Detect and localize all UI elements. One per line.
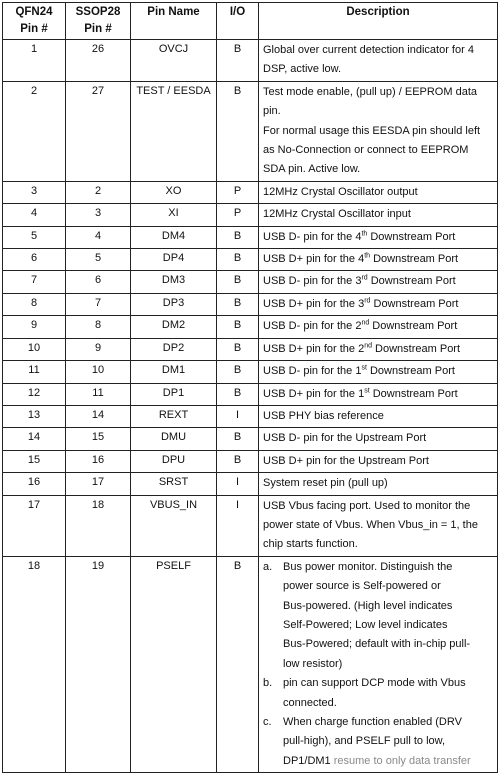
cell-pin-name: OVCJ: [131, 40, 217, 82]
cell-description: [259, 204, 498, 226]
ordinal-suffix: th: [361, 230, 368, 237]
description-line: For normal usage this EESDA pin should left: [263, 124, 481, 137]
description-line: 12MHz Crystal Oscillator input: [263, 208, 411, 221]
table-row: [3, 316, 498, 338]
pin-description-table-frame: [2, 2, 497, 767]
cell-qfn-pin: 2: [3, 81, 66, 181]
list-marker: a.: [263, 560, 273, 573]
cell-pin-name: PSELF: [131, 556, 217, 772]
cell-io: B: [217, 81, 259, 181]
cell-io: B: [217, 293, 259, 315]
table-row: [3, 428, 498, 450]
cell-pin-name: DM2: [131, 316, 217, 338]
cell-io: B: [217, 428, 259, 450]
description-line: Global over current detection indicator for 4: [263, 44, 474, 56]
cell-io: B: [217, 316, 259, 338]
cell-io: B: [217, 450, 259, 472]
header-description: Description: [259, 3, 498, 40]
cell-qfn-pin: 6: [3, 249, 66, 271]
cell-qfn-pin: 13: [3, 405, 66, 427]
table-row: [3, 556, 498, 772]
cell-pin-name: VBUS_IN: [131, 495, 217, 556]
description-line: DP1/DM1 resume to only data transfer: [283, 754, 471, 767]
table-row: [3, 361, 498, 383]
description-line: power state of Vbus. When Vbus_in = 1, the: [263, 518, 478, 531]
description-line: Bus-Powered; default with in-chip pull-: [283, 638, 471, 651]
cell-description: [259, 249, 498, 271]
cell-ssop-pin: 10: [66, 361, 131, 383]
description-line: USB D- pin for the 4th Downstream Port: [263, 230, 456, 243]
description-line: USB Vbus facing port. Used to monitor the: [263, 499, 471, 512]
cell-ssop-pin: 27: [66, 81, 131, 181]
description-line: pin can support DCP mode with Vbus: [283, 677, 466, 690]
description-list-item: [263, 674, 493, 713]
cell-description: [259, 316, 498, 338]
cell-description: [259, 338, 498, 360]
description-line: USB D- pin for the 3rd Downstream Port: [263, 274, 456, 288]
cell-qfn-pin: 7: [3, 271, 66, 293]
cell-pin-name: SRST: [131, 473, 217, 495]
ordinal-suffix: st: [364, 386, 370, 394]
description-line: pin.: [263, 105, 281, 118]
cell-description: [259, 81, 498, 181]
cell-pin-name: TEST / EESDA: [131, 81, 217, 181]
description-line: USB D- pin for the Upstream Port: [263, 432, 427, 445]
cell-ssop-pin: 15: [66, 428, 131, 450]
cell-ssop-pin: 4: [66, 226, 131, 248]
cell-ssop-pin: 14: [66, 405, 131, 427]
cell-qfn-pin: 11: [3, 361, 66, 383]
cell-io: I: [217, 473, 259, 495]
cell-pin-name: DP1: [131, 383, 217, 405]
description-line: Test mode enable, (pull up) / EEPROM data: [263, 85, 477, 98]
cell-qfn-pin: 12: [3, 383, 66, 405]
cell-io: B: [217, 338, 259, 360]
cell-qfn-pin: 8: [3, 293, 66, 315]
ordinal-suffix: th: [364, 252, 371, 260]
cell-pin-name: DPU: [131, 450, 217, 472]
description-line: low resistor): [283, 657, 343, 670]
cell-pin-name: XO: [131, 181, 217, 203]
description-line: Self-Powered; Low level indicates: [283, 618, 448, 631]
table-row: [3, 40, 498, 82]
cell-qfn-pin: 15: [3, 450, 66, 472]
table-row: [3, 293, 498, 315]
ordinal-suffix: rd: [361, 274, 368, 282]
cell-description: [259, 181, 498, 203]
cell-qfn-pin: 16: [3, 473, 66, 495]
description-line: USB D- pin for the 2nd Downstream Port: [263, 319, 458, 333]
cell-io: B: [217, 249, 259, 271]
description-line: USB D+ pin for the Upstream Port: [263, 454, 429, 467]
cell-description: [259, 495, 498, 556]
cell-ssop-pin: 7: [66, 293, 131, 315]
cell-description: [259, 556, 498, 772]
cell-description: [259, 450, 498, 472]
table-row: [3, 181, 498, 203]
table-row: [3, 450, 498, 472]
cell-pin-name: REXT: [131, 405, 217, 427]
cell-ssop-pin: 6: [66, 271, 131, 293]
table-row: [3, 81, 498, 181]
cell-qfn-pin: 17: [3, 495, 66, 556]
header-qfn24: QFN24 Pin #: [3, 3, 66, 40]
description-line: When charge function enabled (DRV: [283, 716, 462, 728]
description-line: connected.: [283, 696, 337, 709]
ordinal-suffix: nd: [361, 319, 370, 327]
table-row: [3, 249, 498, 271]
description-line: SDA pin. Active low.: [263, 163, 361, 176]
cell-pin-name: DP4: [131, 249, 217, 271]
description-line: System reset pin (pull up): [263, 477, 388, 490]
description-line: DSP, active low.: [263, 63, 342, 76]
cell-description: [259, 383, 498, 405]
cell-ssop-pin: 3: [66, 204, 131, 226]
description-line: power source is Self-powered or: [283, 580, 441, 593]
table-body: [3, 40, 498, 773]
ordinal-suffix: st: [361, 364, 367, 372]
table-header-row: [3, 3, 498, 40]
cell-ssop-pin: 16: [66, 450, 131, 472]
cell-io: B: [217, 226, 259, 248]
cell-pin-name: XI: [131, 204, 217, 226]
cell-description: [259, 226, 498, 248]
description-line: Bus power monitor. Distinguish the: [283, 560, 453, 573]
description-line: 12MHz Crystal Oscillator output: [263, 185, 418, 198]
description-list: [263, 558, 493, 771]
description-line: USB D+ pin for the 4th Downstream Port: [263, 252, 459, 266]
table-row: [3, 338, 498, 360]
cell-ssop-pin: 17: [66, 473, 131, 495]
ordinal-suffix: nd: [364, 342, 372, 350]
cell-io: I: [217, 495, 259, 556]
cell-pin-name: DM1: [131, 361, 217, 383]
cell-ssop-pin: 2: [66, 181, 131, 203]
cell-ssop-pin: 11: [66, 383, 131, 405]
cell-ssop-pin: 5: [66, 249, 131, 271]
list-marker: c.: [263, 716, 272, 728]
description-line: as No-Connection or connect to EEPROM: [263, 144, 469, 157]
table-row: [3, 383, 498, 405]
cell-ssop-pin: 26: [66, 40, 131, 82]
description-line: USB D+ pin for the 1st Downstream Port: [263, 386, 458, 400]
cell-io: B: [217, 271, 259, 293]
cell-description: [259, 271, 498, 293]
cell-qfn-pin: 14: [3, 428, 66, 450]
cell-qfn-pin: 5: [3, 226, 66, 248]
cell-pin-name: DP2: [131, 338, 217, 360]
table-row: [3, 226, 498, 248]
description-list-item: [263, 558, 493, 674]
cell-io: B: [217, 556, 259, 772]
header-io: I/O: [217, 3, 259, 40]
description-list-item: [263, 713, 493, 771]
cell-description: [259, 405, 498, 427]
cell-description: [259, 293, 498, 315]
description-line: Bus-powered. (High level indicates: [283, 599, 453, 612]
description-line: USB D- pin for the 1st Downstream Port: [263, 364, 455, 378]
header-pin-name: Pin Name: [131, 3, 217, 40]
cell-io: B: [217, 40, 259, 82]
header-ssop28: SSOP28 Pin #: [66, 3, 131, 40]
cell-pin-name: DP3: [131, 293, 217, 315]
description-line: USB PHY bias reference: [263, 409, 384, 422]
cell-description: [259, 361, 498, 383]
cell-qfn-pin: 3: [3, 181, 66, 203]
table-row: [3, 204, 498, 226]
cell-description: [259, 40, 498, 82]
cell-qfn-pin: 9: [3, 316, 66, 338]
cell-description: [259, 428, 498, 450]
description-line: pull-high), and PSELF pull to low,: [283, 735, 446, 748]
ordinal-suffix: rd: [364, 297, 371, 305]
table-row: [3, 495, 498, 556]
cell-pin-name: DM4: [131, 226, 217, 248]
cell-ssop-pin: 9: [66, 338, 131, 360]
cell-io: P: [217, 181, 259, 203]
cell-description: [259, 473, 498, 495]
cell-io: B: [217, 383, 259, 405]
faded-text: resume to only data transfer: [333, 754, 471, 767]
cell-io: B: [217, 361, 259, 383]
list-marker: b.: [263, 677, 273, 690]
cell-qfn-pin: 18: [3, 556, 66, 772]
cell-ssop-pin: 18: [66, 495, 131, 556]
cell-io: I: [217, 405, 259, 427]
cell-qfn-pin: 4: [3, 204, 66, 226]
cell-qfn-pin: 1: [3, 40, 66, 82]
cell-pin-name: DMU: [131, 428, 217, 450]
table-row: [3, 473, 498, 495]
pin-description-table: [2, 2, 498, 773]
cell-pin-name: DM3: [131, 271, 217, 293]
description-line: USB D+ pin for the 3rd Downstream Port: [263, 297, 459, 310]
table-row: [3, 405, 498, 427]
cell-ssop-pin: 8: [66, 316, 131, 338]
description-line: chip starts function.: [263, 538, 358, 551]
table-row: [3, 271, 498, 293]
description-line: USB D+ pin for the 2nd Downstream Port: [263, 342, 461, 355]
cell-ssop-pin: 19: [66, 556, 131, 772]
cell-io: P: [217, 204, 259, 226]
cell-qfn-pin: 10: [3, 338, 66, 360]
